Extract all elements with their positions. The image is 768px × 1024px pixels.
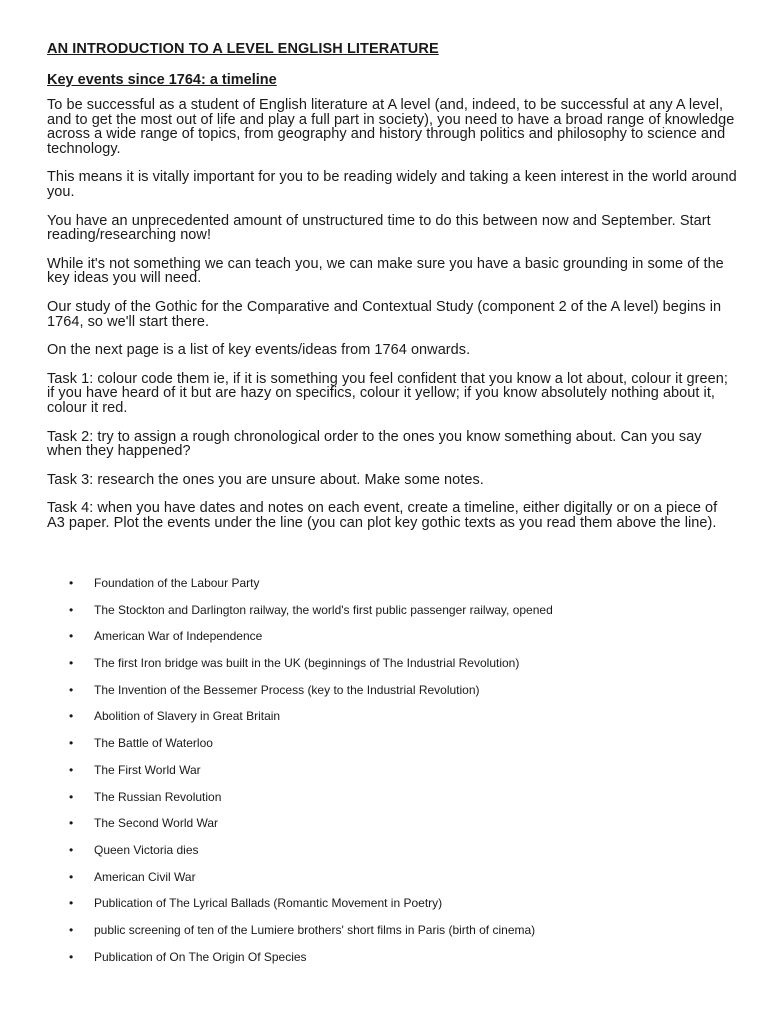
list-item	[47, 815, 737, 842]
events-list	[47, 575, 737, 975]
event-text: Queen Victoria dies	[94, 842, 199, 857]
list-item	[47, 682, 737, 709]
event-text: Publication of The Lyrical Ballads (Romantic Movement in Poetry)	[94, 896, 443, 911]
document-page	[47, 40, 737, 964]
bullet-icon: •	[69, 656, 74, 671]
list-item	[47, 922, 737, 949]
event-text: American Civil War	[94, 869, 196, 884]
bullet-icon: •	[69, 682, 74, 697]
event-text: Foundation of the Labour Party	[94, 576, 260, 590]
task-3-paragraph: Task 3: research the ones you are unsure about. Make some notes.	[47, 471, 484, 488]
bullet-icon: •	[69, 816, 74, 831]
list-item	[47, 789, 737, 816]
bullet-icon: •	[69, 896, 74, 911]
list-item	[47, 735, 737, 762]
bullet-icon: •	[69, 922, 74, 937]
task-4-paragraph: Task 4: when you have dates and notes on each event, create a timeline, either digitally or on a piece of A3 paper. Plot the events under the line (you can plot key gothic texts as you read them above the line).	[47, 500, 718, 531]
event-text: American War of Independence	[94, 629, 263, 644]
event-text: Abolition of Slavery in Great Britain	[94, 709, 281, 724]
event-text: The First World War	[94, 762, 201, 777]
list-item	[47, 895, 737, 922]
list-item	[47, 708, 737, 735]
document-subtitle: Key events since 1764: a timeline	[47, 72, 277, 88]
event-text: public screening of ten of the Lumiere brothers' short films in Paris (birth of cinema)	[94, 922, 536, 937]
bullet-icon: •	[69, 949, 74, 964]
list-item	[47, 602, 737, 629]
event-text: The Invention of the Bessemer Process (key to the Industrial Revolution)	[94, 682, 480, 697]
bullet-icon: •	[69, 602, 74, 617]
reading-paragraph: This means it is vitally important for you to be reading widely and taking a keen interest in the world around you.	[47, 169, 737, 200]
list-item	[47, 628, 737, 655]
bullet-icon: •	[69, 842, 74, 857]
event-text: The Battle of Waterloo	[94, 736, 213, 751]
bullet-icon: •	[69, 576, 74, 590]
bullet-icon: •	[69, 629, 74, 644]
event-text: The Stockton and Darlington railway, the world's first public passenger railway, opened	[94, 602, 553, 617]
next-page-paragraph: On the next page is a list of key events/ideas from 1764 onwards.	[47, 342, 471, 359]
task-1-paragraph: Task 1: colour code them ie, if it is something you feel confident that you know a lot about, colour it green; if you have heard of it but are hazy on specifics, colour it yellow; if you know absolutely nothing about it, colour it red.	[47, 370, 728, 416]
event-text: The Second World War	[94, 816, 219, 831]
task-2-paragraph: Task 2: try to assign a rough chronological order to the ones you know something about. Can you say when they happened?	[47, 428, 702, 460]
time-paragraph: You have an unprecedented amount of unstructured time to do this between now and September. Start reading/researching now!	[47, 212, 711, 244]
bullet-icon: •	[69, 789, 74, 804]
list-item	[47, 655, 737, 682]
list-item	[47, 869, 737, 896]
intro-paragraph: To be successful as a student of English literature at A level (and, indeed, to be successful at any A level, and to get the most out of life and play a full part in society), you need to have a broad range of knowledge across a wide range of topics, from geography and history through politics and philosophy to science and technology.	[47, 97, 735, 157]
event-text: The first Iron bridge was built in the UK (beginnings of The Industrial Revolution)	[94, 656, 520, 671]
bullet-icon: •	[69, 709, 74, 724]
grounding-paragraph: While it's not something we can teach you, we can make sure you have a basic grounding in some of the key ideas you will need.	[47, 255, 724, 287]
list-item	[47, 762, 737, 789]
gothic-paragraph: Our study of the Gothic for the Comparative and Contextual Study (component 2 of the A level) begins in 1764, so we'll start there.	[47, 298, 722, 330]
document-title: AN INTRODUCTION TO A LEVEL ENGLISH LITERATURE	[47, 41, 439, 57]
event-text: Publication of On The Origin Of Species	[94, 949, 307, 964]
list-item	[47, 949, 737, 976]
list-item	[47, 575, 737, 602]
bullet-icon: •	[69, 869, 74, 884]
bullet-icon: •	[69, 736, 74, 751]
bullet-icon: •	[69, 762, 74, 777]
event-text: The Russian Revolution	[94, 789, 222, 804]
list-item	[47, 842, 737, 869]
